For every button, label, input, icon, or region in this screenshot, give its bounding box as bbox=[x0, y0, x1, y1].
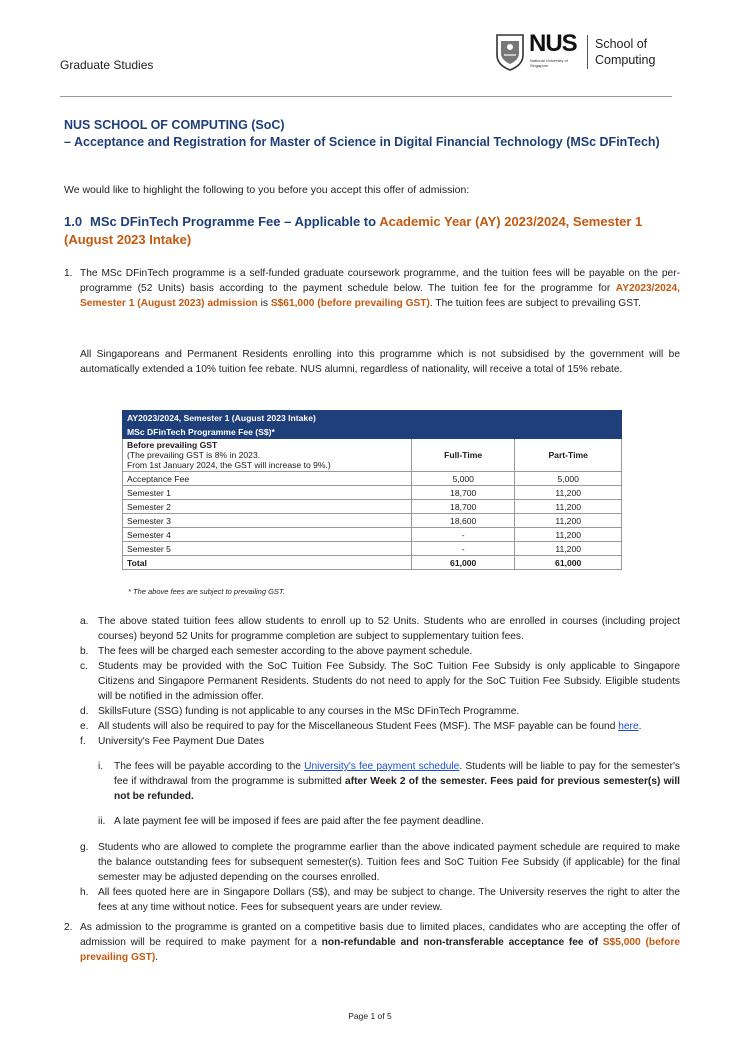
sub-item-text: A late payment fee will be imposed if fees are paid after the fee payment deadline. bbox=[114, 816, 484, 828]
fee-table-gst-title: Before prevailing GST bbox=[127, 440, 218, 450]
sub-list-item bbox=[80, 814, 680, 829]
logo-divider bbox=[587, 35, 588, 69]
item-text: Students may be provided with the SoC Tuition Fee Subsidy. The SoC Tuition Fee Subsidy is only applicable to Singapore Citizens and Singapore Permanent Residents. Students do not need to apply for the SoC Tuition Fee Subsidy. Eligible students will be notified in the admission offer. bbox=[98, 661, 680, 702]
list-item bbox=[80, 704, 680, 719]
msf-here-link[interactable]: here bbox=[618, 721, 639, 732]
nus-fullname: National University of Singapore bbox=[530, 58, 568, 68]
table-row bbox=[123, 472, 622, 486]
title-line-2: – Acceptance and Registration for Master of Science in Digital Financial Technology (MSc DFinTech) bbox=[64, 135, 660, 149]
list-item: e. All students will also be required to pay for the Miscellaneous Student Fees (MSF). The MSF payable can be found here. bbox=[80, 721, 642, 732]
fee-table-gst-line-2: From 1st January 2024, the GST will increase to 9%.) bbox=[127, 460, 331, 470]
paragraph-1 bbox=[64, 266, 680, 311]
row-fulltime: - bbox=[412, 528, 515, 542]
table-row bbox=[123, 514, 622, 528]
section-heading bbox=[64, 213, 684, 249]
section-title-b: Academic Year (AY) 2023/2024, Semester 1 (August 2023 Intake) bbox=[64, 214, 643, 247]
table-total-row bbox=[123, 556, 622, 570]
item-text: All students will also be required to pay for the Miscellaneous Student Fees (MSF). The MSF payable can be found bbox=[98, 721, 619, 732]
total-fulltime: 61,000 bbox=[412, 556, 515, 570]
row-parttime: 11,200 bbox=[515, 528, 622, 542]
item-letter: h. bbox=[80, 886, 89, 898]
row-fulltime: 18,700 bbox=[412, 500, 515, 514]
list-item bbox=[80, 885, 680, 915]
item-letter: b. bbox=[80, 646, 89, 657]
header-graduate-studies: Graduate Studies bbox=[60, 58, 154, 72]
table-row bbox=[123, 542, 622, 556]
item-text: All fees quoted here are in Singapore Dollars (S$), and may be subject to change. The University reserves the right to alter the fees at any time without notice. Fees for subsequent years are under review. bbox=[98, 886, 680, 913]
fee-table-head-row-1 bbox=[123, 411, 622, 425]
p2-highlight: S$5,000 (before prevailing GST) bbox=[80, 937, 680, 963]
p1-highlight-a: AY2023/2024, Semester 1 (August 2023) admission bbox=[80, 283, 680, 309]
title-line-1: NUS SCHOOL OF COMPUTING (SoC) bbox=[64, 118, 285, 132]
sub-item-letter: ii. bbox=[98, 816, 106, 828]
paragraph-1-number: 1. bbox=[64, 268, 73, 279]
list-item bbox=[80, 644, 680, 659]
fee-table-subheader-row bbox=[123, 439, 622, 472]
p1-text-b: is bbox=[257, 298, 271, 309]
row-fulltime: 18,700 bbox=[412, 486, 515, 500]
notes-list bbox=[80, 614, 680, 915]
fee-table-note: * The above fees are subject to prevailing GST. bbox=[128, 587, 285, 596]
row-label: Semester 2 bbox=[123, 500, 412, 514]
nus-wordmark: NUS bbox=[529, 30, 577, 57]
item-letter: d. bbox=[80, 706, 89, 717]
total-parttime: 61,000 bbox=[515, 556, 622, 570]
page-number: Page 1 of 5 bbox=[348, 1011, 392, 1021]
list-item bbox=[80, 734, 680, 749]
row-label: Semester 4 bbox=[123, 528, 412, 542]
table-row bbox=[123, 528, 622, 542]
header-divider bbox=[60, 96, 672, 97]
sub-list-item bbox=[80, 759, 680, 804]
document-title bbox=[64, 117, 664, 151]
sub-item-text-b: . Students will be liable to pay for the semester's fee if withdrawal from the programme is submitted bbox=[114, 761, 681, 788]
item-letter: e. bbox=[80, 721, 89, 732]
paragraph-rebate: All Singaporeans and Permanent Residents enrolling into this programme which is not subsidised by the government will be automatically extended a 10% tuition fee rebate. NUS alumni, regardless of nationality, will receive a total of 15% rebate. bbox=[80, 349, 680, 375]
fee-table-col-parttime: Part-Time bbox=[515, 439, 622, 472]
school-line-2: Computing bbox=[595, 53, 656, 67]
row-label: Acceptance Fee bbox=[123, 472, 412, 486]
fee-table-head-row-2 bbox=[123, 425, 622, 439]
intro-text: We would like to highlight the following to you before you accept this offer of admission: bbox=[64, 184, 470, 196]
fee-table-gst-line-1: (The prevailing GST is 8% in 2023. bbox=[127, 450, 261, 460]
row-label: Semester 1 bbox=[123, 486, 412, 500]
list-item bbox=[80, 614, 680, 644]
sub-item-bold: after Week 2 of the semester. Fees paid for previous semester(s) will not be refunded. bbox=[114, 776, 680, 803]
item-text: SkillsFuture (SSG) funding is not applicable to any courses in the MSc DFinTech Programme. bbox=[98, 706, 520, 717]
p1-text-c: . The tuition fees are subject to prevailing GST. bbox=[429, 298, 641, 309]
item-text: University's Fee Payment Due Dates bbox=[98, 736, 265, 747]
row-parttime: 11,200 bbox=[515, 542, 622, 556]
item-letter: a. bbox=[80, 616, 89, 627]
row-parttime: 11,200 bbox=[515, 514, 622, 528]
row-fulltime: - bbox=[412, 542, 515, 556]
p2-text-b: . bbox=[155, 952, 159, 963]
p2-text-a: As admission to the programme is granted on a competitive basis due to limited places, candidates who are accepting the offer of admission will be required to make payment for a bbox=[80, 922, 680, 948]
item-letter: c. bbox=[80, 661, 88, 672]
row-fulltime: 5,000 bbox=[412, 472, 515, 486]
fee-table-head-1: AY2023/2024, Semester 1 (August 2023 Intake) bbox=[123, 411, 622, 425]
nus-crest-icon bbox=[495, 33, 525, 71]
fee-table bbox=[122, 410, 622, 570]
paragraph-2-text bbox=[80, 920, 680, 965]
row-label: Semester 5 bbox=[123, 542, 412, 556]
list-item bbox=[80, 659, 680, 704]
fee-table-head-2: MSc DFinTech Programme Fee (S$)* bbox=[123, 425, 622, 439]
school-of-computing bbox=[595, 36, 655, 68]
p1-highlight-b: S$61,000 (before prevailing GST) bbox=[270, 298, 430, 309]
row-fulltime: 18,600 bbox=[412, 514, 515, 528]
section-number: 1.0 bbox=[64, 214, 83, 229]
fee-table-gst-cell bbox=[123, 439, 412, 472]
row-parttime: 11,200 bbox=[515, 486, 622, 500]
sub-item-letter: i. bbox=[98, 761, 104, 773]
p2-bold: non-refundable and non-transferable acceptance fee of bbox=[321, 937, 603, 948]
paragraph-2 bbox=[64, 920, 680, 965]
p1-text-a: The MSc DFinTech programme is a self-funded graduate coursework programme, and the tuition fees will be payable on the per-programme (52 Units) basis according to the payment schedule below. The tuition fee for the programme for bbox=[80, 268, 680, 294]
item-letter: g. bbox=[80, 841, 89, 853]
table-row bbox=[123, 486, 622, 500]
table-row bbox=[123, 500, 622, 514]
paragraph-2-number: 2. bbox=[64, 922, 73, 933]
item-text: The above stated tuition fees allow students to enroll up to 52 Units. Students who are enrolled in courses (including project courses) beyond 52 Units for programme completion are subject to supplementary tuition fees. bbox=[98, 616, 680, 642]
section-title-a: MSc DFinTech Programme Fee – Applicable to bbox=[90, 214, 380, 229]
paragraph-1-text bbox=[80, 266, 680, 311]
item-text: The fees will be charged each semester according to the above payment schedule. bbox=[98, 646, 473, 657]
row-parttime: 11,200 bbox=[515, 500, 622, 514]
item-letter: f. bbox=[80, 736, 86, 747]
fee-table-col-fulltime: Full-Time bbox=[412, 439, 515, 472]
row-parttime: 5,000 bbox=[515, 472, 622, 486]
total-label: Total bbox=[123, 556, 412, 570]
school-line-1: School of bbox=[595, 37, 648, 51]
list-item bbox=[80, 840, 680, 885]
row-label: Semester 3 bbox=[123, 514, 412, 528]
item-text: Students who are allowed to complete the programme earlier than the above indicated payment schedule are required to make the balance outstanding fees for subsequent semester(s). Tuition fees and SoC Tuition Fee Subsidy (if applicable) for the final semester may be adjusted depending on the courses enrolled. bbox=[98, 841, 680, 883]
sub-item-text-a: The fees will be payable according to the bbox=[114, 761, 305, 773]
fee-payment-schedule-link[interactable]: University's fee payment schedule bbox=[304, 761, 460, 773]
